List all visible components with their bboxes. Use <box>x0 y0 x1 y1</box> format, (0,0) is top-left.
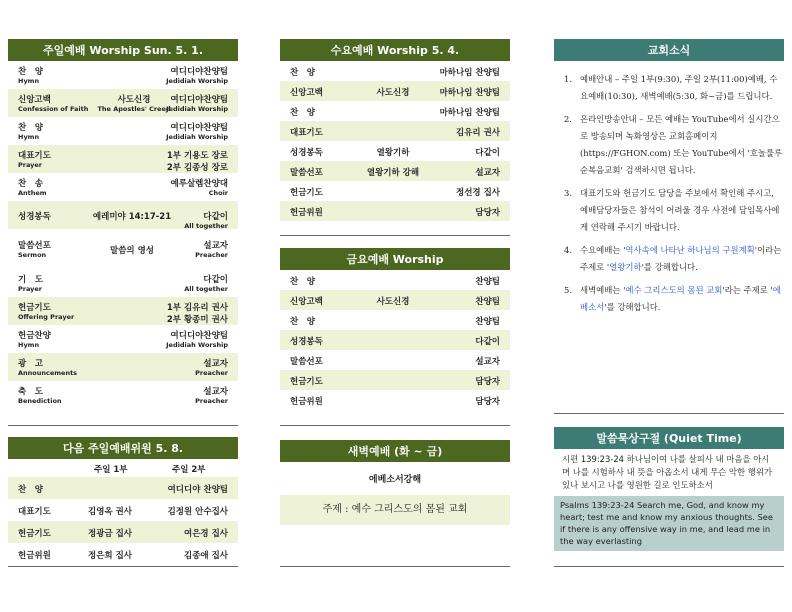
item-leader: 마하나임 찬양팀 <box>439 108 500 118</box>
committee-role: 대표기도 <box>18 507 51 517</box>
item-leader-secondary: Preacher <box>195 397 228 405</box>
church-news-list <box>554 71 784 316</box>
committee-role: 헌금기도 <box>18 529 51 539</box>
news-item-number: 1. <box>564 74 572 84</box>
committee-role: 찬 양 <box>18 485 43 495</box>
worship-row <box>8 201 238 229</box>
sunday-worship-section <box>8 39 238 409</box>
divider <box>8 425 238 426</box>
item-leader-secondary: 2부 김종성 장로 <box>166 163 228 173</box>
worship-row <box>8 297 238 325</box>
committee-role: 헌금위원 <box>18 551 51 561</box>
committee-service1: 김영옥 권사 <box>88 507 133 517</box>
worship-row <box>280 81 510 101</box>
worship-row <box>280 350 510 370</box>
sunday-worship-order <box>8 61 238 409</box>
item-label: 헌금기도 <box>290 188 323 198</box>
item-leader: 설교자 <box>203 241 228 251</box>
item-leader: 마하나임 찬양팀 <box>439 88 500 98</box>
divider <box>280 235 510 236</box>
item-label: 헌금위원 <box>290 208 323 218</box>
item-leader: 여디디야찬양팀 <box>170 331 228 341</box>
item-label-english: Hymn <box>18 133 40 141</box>
item-label-english: Confession of Faith <box>18 105 89 113</box>
item-leader: 여디디야찬양팀 <box>170 67 228 77</box>
dawn-subtitle: 에베소서강해 <box>368 475 422 485</box>
news-item-number: 3. <box>564 188 572 198</box>
worship-row <box>8 117 238 145</box>
item-label: 신앙고백 <box>290 297 323 307</box>
item-leader-secondary: Jedidiah Worship <box>166 341 228 349</box>
item-leader: 마하나임 찬양팀 <box>439 68 500 78</box>
item-label-english: Sermon <box>18 251 47 259</box>
item-leader: 1부 기용도 장로 <box>166 151 228 161</box>
item-leader: 1부 김유리 권사 <box>166 303 228 313</box>
item-leader: 여디디야찬양팀 <box>170 95 228 105</box>
worship-row <box>280 310 510 330</box>
news-item-number: 5. <box>564 285 572 295</box>
church-news-header: 교회소식 <box>554 39 784 61</box>
item-leader: 담당자 <box>475 397 500 407</box>
item-leader: 찬양팀 <box>475 317 500 327</box>
wednesday-worship-order <box>280 61 510 221</box>
item-content: 예레미야 14:17-21 <box>92 212 172 222</box>
item-leader: 여디디야찬양팀 <box>170 123 228 133</box>
news-item-text: 대표기도와 헌금기도 담당을 주보에서 확인해 주시고, 예배담당자들은 참석이 어려울 경우 사전에 담임목사에게 연락해 주시기 바랍니다. <box>580 188 780 232</box>
committee-row <box>8 521 238 543</box>
divider <box>280 425 510 426</box>
news-item-text: '를 강해합니다. <box>604 302 661 312</box>
quiet-time-english-verse: Psalms 139:23-24 Search me, God, and know my heart; test me and know my anxious thoughts. See if there is any offensive way in me, and lead me in the way everlasting <box>554 496 784 551</box>
worship-row <box>8 353 238 381</box>
item-leader: 찬양팀 <box>475 277 500 287</box>
news-item-text: '이라는 주제로 ' <box>580 245 782 272</box>
sunday-worship-header: 주일예배 Worship Sun. 5. 1. <box>8 39 238 61</box>
next-sunday-header: 다음 주일예배위원 5. 8. <box>8 437 238 459</box>
item-content: 말씀의 영성 <box>109 246 154 256</box>
news-item-text: 수요예배는 ' <box>580 245 626 255</box>
item-content: 열왕기하 <box>376 148 410 158</box>
news-item-text: 예배안내 – 주일 1부(9:30), 주일 2부(11:00)예배, 수요예배(10:30), 새벽예배(5:30, 화~금)를 드립니다. <box>580 74 778 101</box>
item-leader-secondary: All together <box>184 222 228 230</box>
item-content: 사도신경 <box>376 88 410 98</box>
column-header-service2: 주일 2부 <box>172 465 206 475</box>
item-leader-secondary: Jedidiah Worship <box>166 105 228 113</box>
worship-row <box>280 330 510 350</box>
worship-row <box>8 61 238 89</box>
item-label: 찬 양 <box>290 317 315 327</box>
item-label-english: Hymn <box>18 77 40 85</box>
item-label: 성경봉독 <box>290 148 323 158</box>
item-content-korean: 사도신경 <box>117 95 151 105</box>
news-item-text: 온라인방송안내 – 모든 예배는 YouTube에서 실시간으로 방송되며 녹화영상은 교회홈페이지(https://FGHON.com) 또는 YouTube에서 '호놀룰루순복음교회' 검색하시면 됩니다. <box>580 114 783 175</box>
worship-row <box>280 141 510 161</box>
worship-row <box>8 173 238 201</box>
item-label-korean: 성경봉독 <box>18 212 51 222</box>
item-label-english: Benediction <box>18 397 62 405</box>
quiet-time-section <box>554 427 784 551</box>
committee-row <box>8 543 238 565</box>
worship-row <box>8 89 238 117</box>
worship-row <box>280 370 510 390</box>
item-leader: 찬양팀 <box>475 297 500 307</box>
item-label: 성경봉독 <box>290 337 323 347</box>
news-item-number: 2. <box>564 114 572 124</box>
worship-row <box>280 390 510 410</box>
item-label-korean: 찬 송 <box>18 179 43 189</box>
column-header-service1: 주일 1부 <box>94 465 128 475</box>
news-item-text: 열왕기하 <box>609 262 642 272</box>
worship-row <box>280 61 510 81</box>
item-label: 대표기도 <box>290 128 323 138</box>
item-label-english: Announcements <box>18 369 78 377</box>
item-leader-secondary: Jedidiah Worship <box>166 133 228 141</box>
divider <box>554 566 784 567</box>
wednesday-worship-header: 수요예배 Worship 5. 4. <box>280 39 510 61</box>
worship-row <box>280 270 510 290</box>
item-content: 사도신경 <box>376 297 410 307</box>
church-news-section <box>554 39 784 322</box>
item-leader: 설교자 <box>203 359 228 369</box>
item-leader-secondary: Jedidiah Worship <box>166 77 228 85</box>
committee-service2: 여디디야 찬양팀 <box>167 485 228 495</box>
news-item-text: '라는 주제로 ' <box>722 285 773 295</box>
worship-row <box>280 101 510 121</box>
dawn-worship-header: 새벽예배 (화 ~ 금) <box>280 440 510 462</box>
item-label: 찬 양 <box>290 108 315 118</box>
next-sunday-section <box>8 437 238 565</box>
item-label-english: Hymn <box>18 341 40 349</box>
item-leader: 다같이 <box>475 337 500 347</box>
item-content: 열왕기하 강해 <box>366 168 420 178</box>
quiet-time-header: 말씀묵상구절 (Quiet Time) <box>554 427 784 449</box>
friday-worship-header: 금요예배 Worship <box>280 248 510 270</box>
divider <box>8 566 238 567</box>
item-label-korean: 대표기도 <box>18 151 51 161</box>
news-item-text: 에베소서 <box>580 285 781 312</box>
dawn-theme: 주제 : 예수 그리스도의 몸된 교회 <box>280 495 510 525</box>
item-label: 헌금위원 <box>290 397 323 407</box>
item-label-english: Prayer <box>18 285 43 293</box>
item-label: 말씀선포 <box>290 357 323 367</box>
item-leader: 설교자 <box>203 387 228 397</box>
item-label-korean: 찬 양 <box>18 123 43 133</box>
divider <box>280 566 510 567</box>
committee-service2: 여은경 집사 <box>183 529 228 539</box>
item-label-korean: 기 도 <box>18 275 43 285</box>
item-leader: 담당자 <box>475 208 500 218</box>
item-leader-secondary: 2부 황종미 권사 <box>166 315 228 325</box>
item-label: 말씀선포 <box>290 168 323 178</box>
item-leader-secondary: Choir <box>208 189 228 197</box>
news-item-text: 역사속에 나타난 하나님의 구원계획 <box>625 245 755 255</box>
divider <box>554 413 784 414</box>
news-item <box>554 282 784 316</box>
committee-service1: 정은희 집사 <box>88 551 133 561</box>
item-leader-secondary: Preacher <box>195 251 228 259</box>
item-label: 신앙고백 <box>290 88 323 98</box>
friday-worship-section <box>280 248 510 410</box>
item-content-english: The Apostles' Creed <box>97 105 171 113</box>
item-label-korean: 헌금찬양 <box>18 331 51 341</box>
worship-row <box>8 229 238 269</box>
item-label-english: Prayer <box>18 161 43 169</box>
item-label-korean: 말씀선포 <box>18 241 51 251</box>
worship-row <box>8 145 238 173</box>
item-leader-secondary: All together <box>184 285 228 293</box>
item-leader: 김유리 권사 <box>455 128 500 138</box>
item-leader: 설교자 <box>475 357 500 367</box>
item-label: 찬 양 <box>290 277 315 287</box>
committee-service1: 정광금 집사 <box>88 529 133 539</box>
news-item <box>554 185 784 236</box>
item-label-english: Anthem <box>18 189 47 197</box>
committee-row <box>8 477 238 499</box>
worship-row <box>280 181 510 201</box>
worship-row <box>280 290 510 310</box>
item-leader: 다같이 <box>475 148 500 158</box>
item-leader: 다같이 <box>203 212 228 222</box>
worship-row <box>280 121 510 141</box>
item-label-korean: 축 도 <box>18 387 43 397</box>
quiet-time-korean-verse: 시편 139:23-24 하나님이여 나를 살피사 내 마음을 아시며 나를 시험하사 내 뜻을 아옵소서 내게 무슨 악한 행위가 있나 보시고 나를 영원한 길로 인도하소서 <box>562 454 773 490</box>
item-leader: 담당자 <box>475 377 500 387</box>
worship-row <box>8 381 238 409</box>
news-item-text: 새벽예배는 ' <box>580 285 626 295</box>
worship-row <box>8 325 238 353</box>
item-leader: 설교자 <box>475 168 500 178</box>
item-leader: 예루살렘찬양대 <box>170 179 228 189</box>
committee-service2: 김정원 안수집사 <box>167 507 228 517</box>
news-item-number: 4. <box>564 245 572 255</box>
item-label-korean: 광 고 <box>18 359 43 369</box>
news-item-text: 예수 그리스도의 몸된 교회 <box>625 285 723 295</box>
committee-row <box>8 499 238 521</box>
item-leader: 정선경 집사 <box>455 188 500 198</box>
wednesday-worship-section <box>280 39 510 221</box>
worship-row <box>8 269 238 297</box>
news-item <box>554 71 784 105</box>
item-label: 헌금기도 <box>290 377 323 387</box>
news-item <box>554 242 784 276</box>
dawn-worship-section <box>280 440 510 525</box>
worship-row <box>280 161 510 181</box>
next-sunday-rows <box>8 477 238 565</box>
item-label: 찬 양 <box>290 68 315 78</box>
item-leader: 다같이 <box>203 275 228 285</box>
item-label-korean: 신앙고백 <box>18 95 51 105</box>
item-leader-secondary: Preacher <box>195 369 228 377</box>
worship-row <box>280 201 510 221</box>
news-item <box>554 111 784 179</box>
news-item-text: '를 강해합니다. <box>641 262 698 272</box>
item-label-english: Offering Prayer <box>18 313 75 321</box>
next-sunday-column-headers <box>8 459 238 477</box>
committee-service2: 김종애 집사 <box>183 551 228 561</box>
item-label-korean: 헌금기도 <box>18 303 51 313</box>
friday-worship-order <box>280 270 510 410</box>
item-label-korean: 찬 양 <box>18 67 43 77</box>
